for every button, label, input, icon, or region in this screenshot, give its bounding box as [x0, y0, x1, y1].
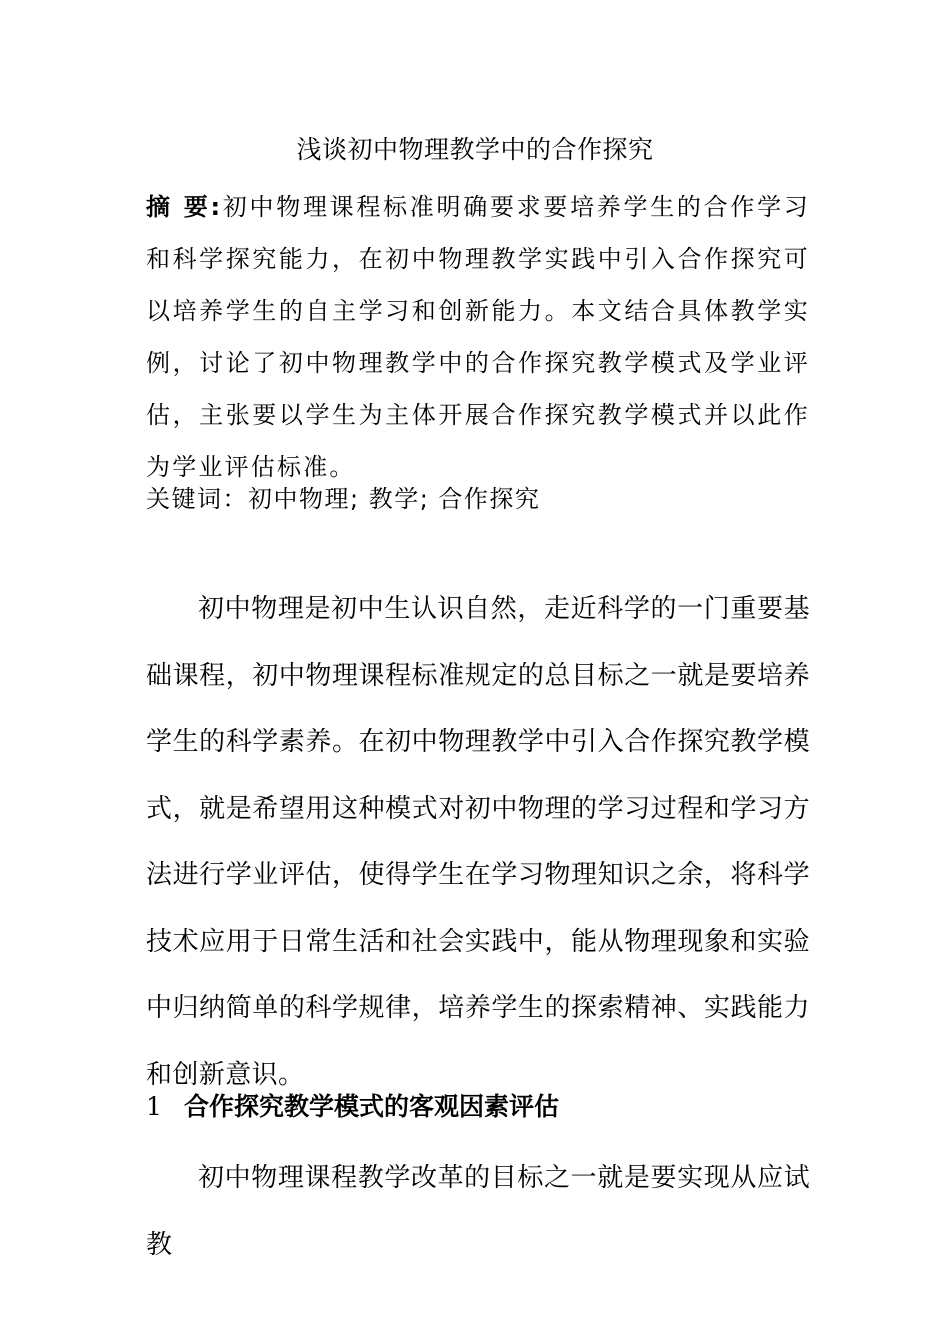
abstract-text: 初中物理课程标准明确要求要培养学生的合作学习和科学探究能力，在初中物理教学实践中引入合作探究可以培养学生的自主学习和创新能力。本文结合具体教学实例，讨论了初中物理教学中的合作探究教学模式及学业评估，主张要以学生为主体开展合作探究教学模式并以此作为学业评估标准。 [146, 193, 810, 481]
abstract-label: 摘 要: [146, 193, 223, 221]
intro-paragraph: 初中物理是初中生认识自然，走近科学的一门重要基础课程，初中物理课程标准规定的总目标之一就是要培养学生的科学素养。在初中物理教学中引入合作探究教学模式，就是希望用这种模式对初中物理的学习过程和学习方法进行学业评估，使得学生在学习物理知识之余，将科学技术应用于日常生活和社会实践中，能从物理现象和实验中归纳简单的科学规律，培养学生的探索精神、实践能力和创新意识。 [146, 594, 810, 1090]
keywords-text: 初中物理; 教学; 合作探究 [248, 485, 541, 513]
abstract [146, 181, 810, 493]
keywords [146, 479, 540, 519]
section-title: 合作探究教学模式的客观因素评估 [184, 1092, 560, 1121]
section-paragraph: 初中物理课程教学改革的目标之一就是要实现从应试教 [146, 1163, 810, 1260]
keywords-label: 关键词： [146, 485, 248, 513]
section-number: 1 [146, 1092, 162, 1121]
section-heading [146, 1087, 559, 1127]
document-title: 浅谈初中物理教学中的合作探究 [296, 135, 654, 164]
